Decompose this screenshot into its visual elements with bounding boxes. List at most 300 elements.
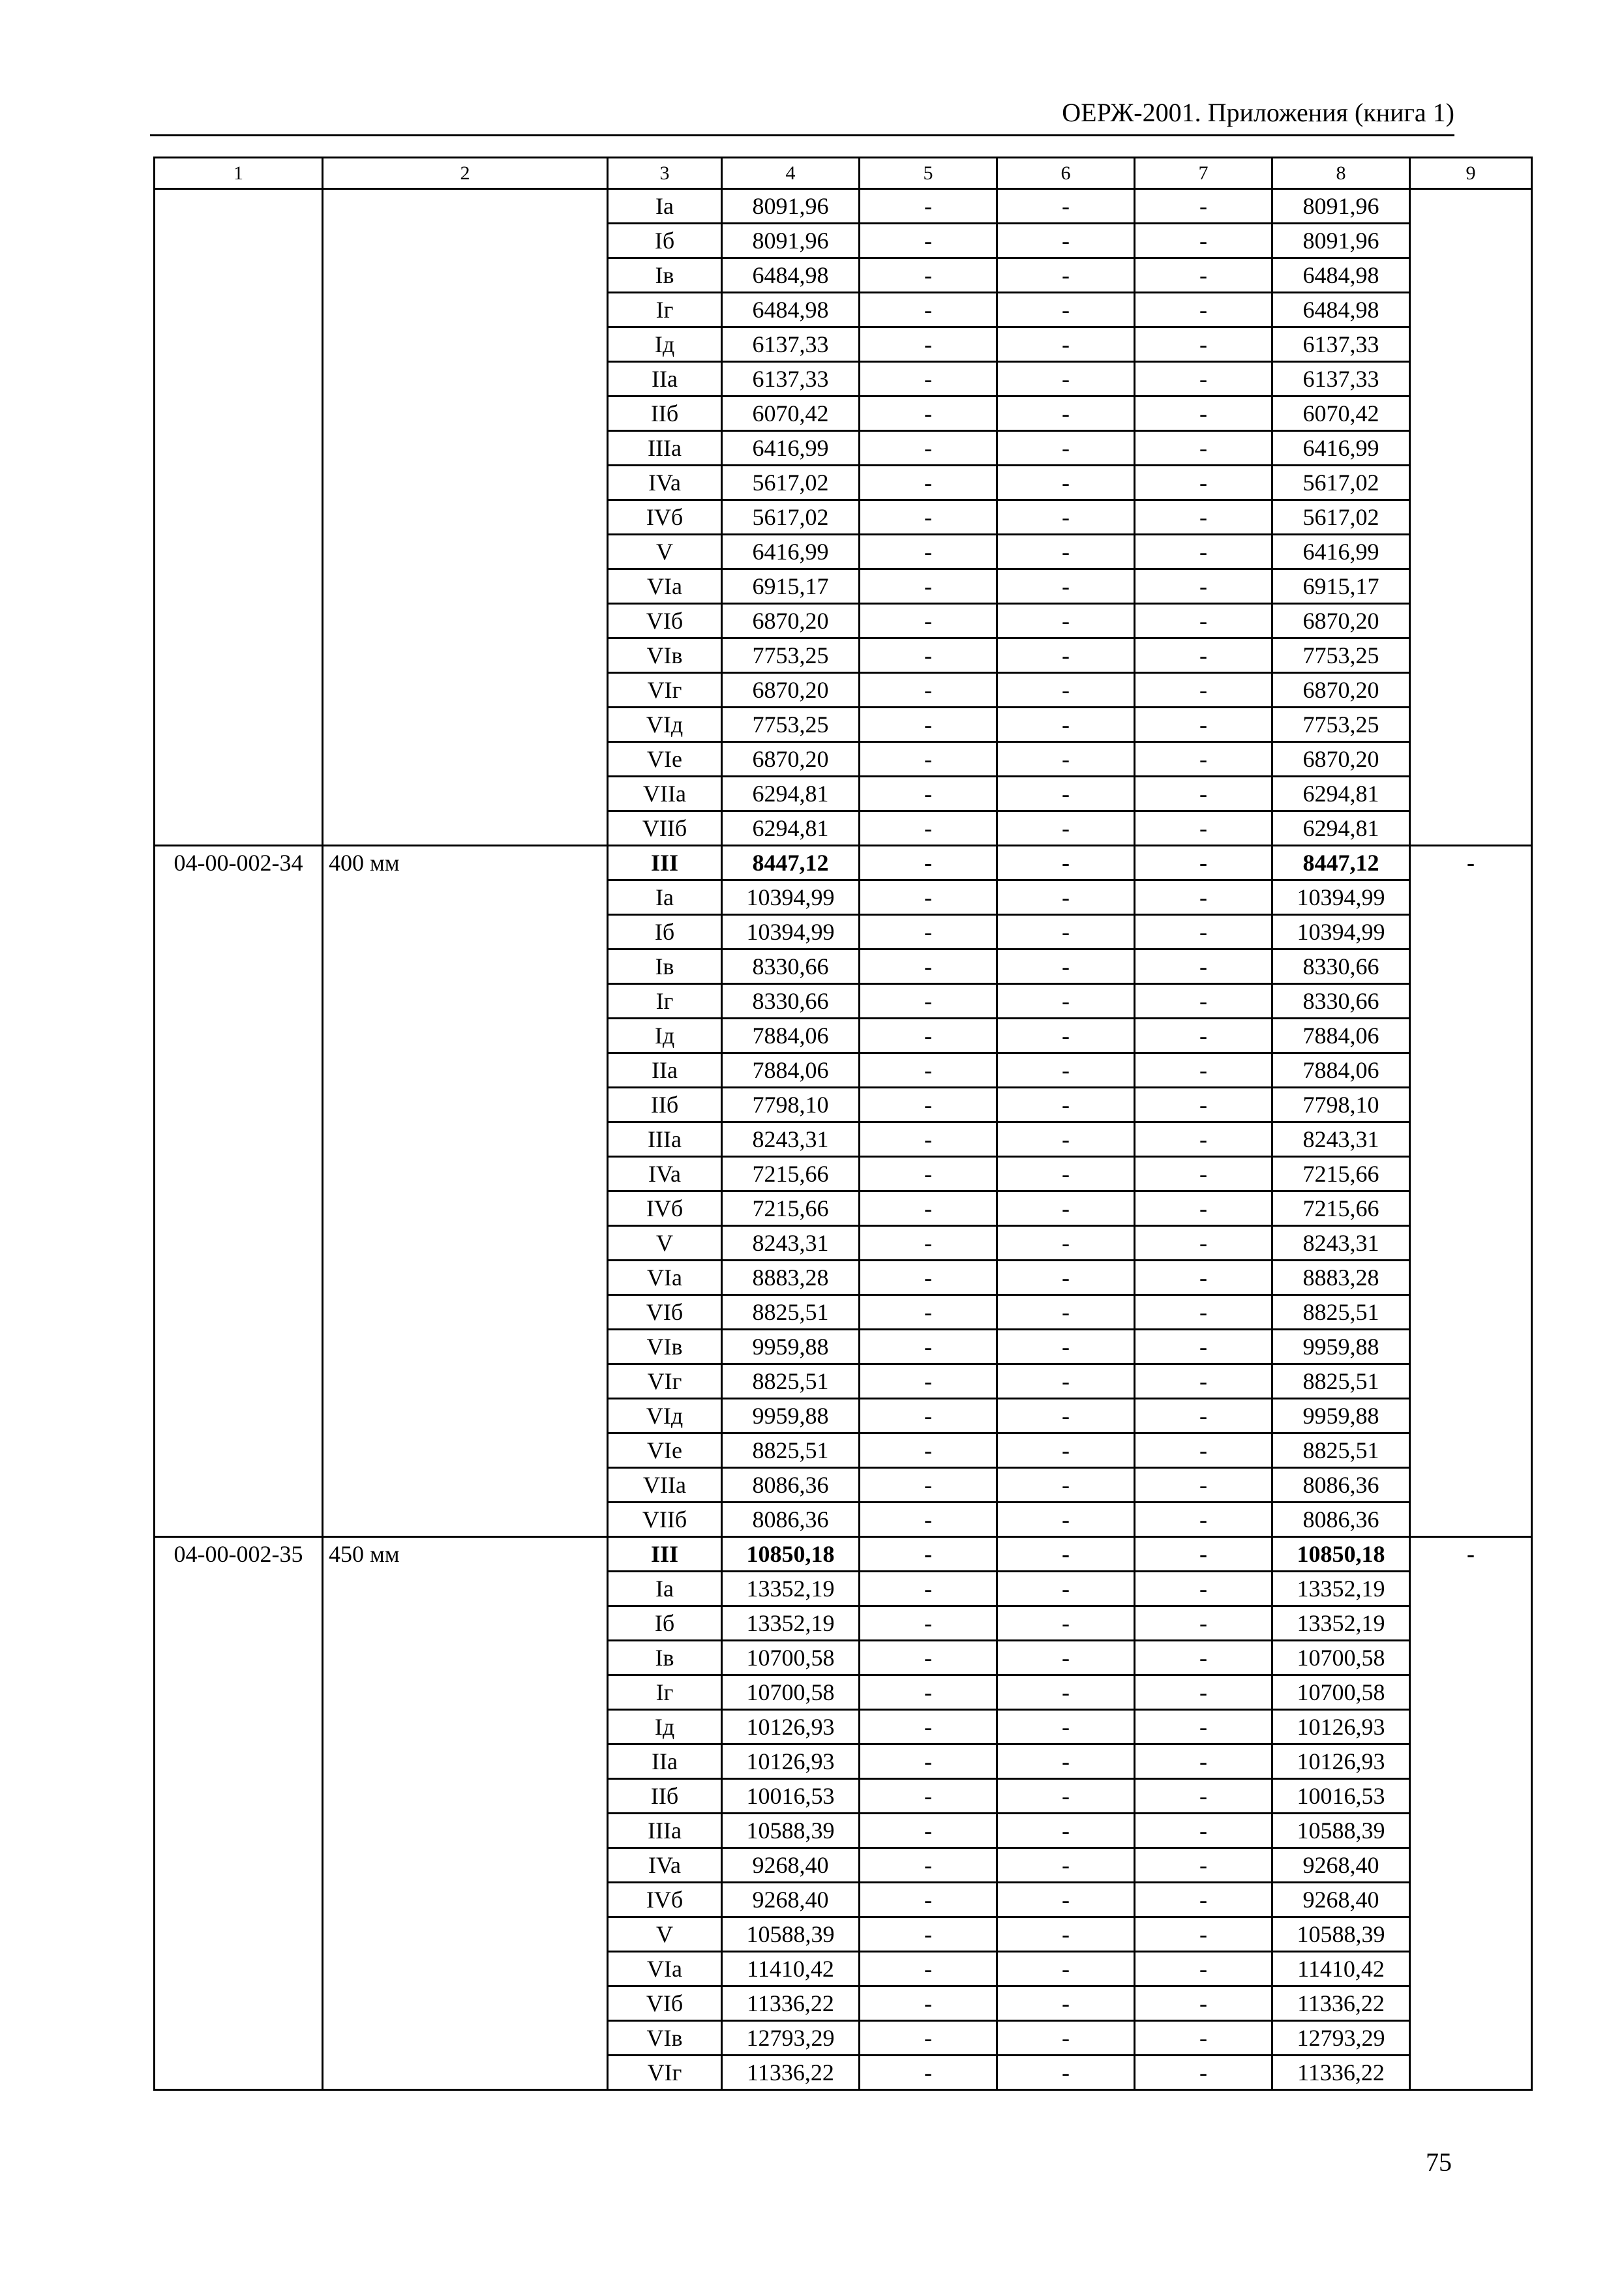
cell-col-6: -: [997, 1883, 1135, 1917]
cell-col-3: IIIa: [608, 431, 722, 466]
cell-col-3: VIб: [608, 1986, 722, 2021]
cell-col-7: -: [1135, 1986, 1272, 2021]
cell-col-8: 9959,88: [1272, 1399, 1410, 1433]
page-header: [150, 97, 1454, 136]
cell-col-4: 6137,33: [722, 362, 860, 396]
cell-col-3: Iб: [608, 1606, 722, 1641]
cell-col-4: 11410,42: [722, 1952, 860, 1986]
cell-col-7: -: [1135, 535, 1272, 569]
cell-col-7: -: [1135, 673, 1272, 708]
cell-col-7: -: [1135, 1710, 1272, 1744]
cell-col-7: -: [1135, 846, 1272, 880]
cell-col-8: 7798,10: [1272, 1088, 1410, 1122]
cell-col-4: 8243,31: [722, 1226, 860, 1261]
cell-col-7: -: [1135, 500, 1272, 535]
column-header: 5: [860, 158, 997, 189]
cell-col-7: -: [1135, 1122, 1272, 1157]
cell-col-3: IIб: [608, 1779, 722, 1814]
cell-col-3: IIIa: [608, 1122, 722, 1157]
cell-col-3: Iг: [608, 293, 722, 327]
cell-col-5: -: [860, 535, 997, 569]
cell-col-5: -: [860, 777, 997, 811]
cell-col-8: 10126,93: [1272, 1710, 1410, 1744]
cell-col-6: -: [997, 1537, 1135, 1572]
cell-col-8: 7884,06: [1272, 1019, 1410, 1053]
cell-col-6: -: [997, 638, 1135, 673]
cell-col-4: 7753,25: [722, 638, 860, 673]
cell-col-5: -: [860, 569, 997, 604]
cell-col-3: Iг: [608, 984, 722, 1019]
cell-col-7: -: [1135, 1814, 1272, 1848]
cell-col-5: -: [860, 1295, 997, 1330]
cell-col-7: -: [1135, 880, 1272, 915]
cell-col-5: -: [860, 1399, 997, 1433]
column-header: 1: [155, 158, 323, 189]
cell-col-7: -: [1135, 1744, 1272, 1779]
cell-col-5: -: [860, 708, 997, 742]
cell-col-3: IIa: [608, 1744, 722, 1779]
cell-col-6: -: [997, 1226, 1135, 1261]
cell-col-7: -: [1135, 466, 1272, 500]
cell-col-6: -: [997, 950, 1135, 984]
cell-col-4: 6484,98: [722, 258, 860, 293]
cell-col-8: 6416,99: [1272, 431, 1410, 466]
cell-col-6: -: [997, 1503, 1135, 1537]
cell-col-5: -: [860, 258, 997, 293]
cell-col-5: -: [860, 189, 997, 224]
cell-col-7: -: [1135, 2056, 1272, 2090]
cell-col-7: -: [1135, 1191, 1272, 1226]
column-header: 4: [722, 158, 860, 189]
page-number: 75: [1426, 2147, 1452, 2177]
cell-col-5: -: [860, 1710, 997, 1744]
column-header: 9: [1410, 158, 1532, 189]
cell-col-3: IIIa: [608, 1814, 722, 1848]
cell-col-7: -: [1135, 742, 1272, 777]
cell-col-8: 10394,99: [1272, 915, 1410, 950]
cell-col-4: 9268,40: [722, 1883, 860, 1917]
cell-col-3: VIв: [608, 1330, 722, 1364]
cell-col-5: -: [860, 811, 997, 846]
cell-col-8: 8883,28: [1272, 1261, 1410, 1295]
cell-col-8: 8330,66: [1272, 950, 1410, 984]
item-name: [323, 189, 608, 846]
cell-col-8: 7215,66: [1272, 1191, 1410, 1226]
cell-col-7: -: [1135, 777, 1272, 811]
cell-col-7: -: [1135, 1503, 1272, 1537]
cell-col-3: VIб: [608, 1295, 722, 1330]
cell-col-4: 11336,22: [722, 2056, 860, 2090]
cell-col-3: V: [608, 1226, 722, 1261]
cell-col-6: -: [997, 1122, 1135, 1157]
cell-col-6: -: [997, 327, 1135, 362]
cell-col-4: 7753,25: [722, 708, 860, 742]
cell-col-3: VIIб: [608, 1503, 722, 1537]
cell-col-8: 6870,20: [1272, 742, 1410, 777]
cell-col-6: -: [997, 189, 1135, 224]
cell-col-5: -: [860, 1226, 997, 1261]
cell-col-7: -: [1135, 1295, 1272, 1330]
cell-col-7: -: [1135, 189, 1272, 224]
cell-col-4: 8447,12: [722, 846, 860, 880]
cell-col-4: 7798,10: [722, 1088, 860, 1122]
cell-col-7: -: [1135, 1088, 1272, 1122]
cell-col-6: -: [997, 1468, 1135, 1503]
cell-col-8: 6294,81: [1272, 777, 1410, 811]
table-row: [155, 846, 1532, 880]
cell-col-4: 8825,51: [722, 1295, 860, 1330]
cell-col-7: -: [1135, 1606, 1272, 1641]
cell-col-3: VIг: [608, 1364, 722, 1399]
cell-col-7: -: [1135, 327, 1272, 362]
cell-col-7: -: [1135, 1399, 1272, 1433]
cell-col-4: 10850,18: [722, 1537, 860, 1572]
cell-col-6: -: [997, 846, 1135, 880]
cell-col-6: -: [997, 1572, 1135, 1606]
cell-col-4: 7884,06: [722, 1019, 860, 1053]
cell-col-3: VIв: [608, 2021, 722, 2056]
cell-col-6: -: [997, 915, 1135, 950]
cell-col-7: -: [1135, 638, 1272, 673]
cell-col-5: -: [860, 984, 997, 1019]
cell-col-7: -: [1135, 1572, 1272, 1606]
cell-col-5: -: [860, 742, 997, 777]
cell-col-8: 9959,88: [1272, 1330, 1410, 1364]
cell-col-4: 6870,20: [722, 673, 860, 708]
cell-col-7: -: [1135, 1952, 1272, 1986]
header-title: ОЕРЖ-2001. Приложения (книга 1): [1062, 98, 1454, 127]
cell-col-4: 7884,06: [722, 1053, 860, 1088]
column-header: 3: [608, 158, 722, 189]
cell-col-7: -: [1135, 1330, 1272, 1364]
cell-col-8: 8825,51: [1272, 1295, 1410, 1330]
cell-col-5: -: [860, 1675, 997, 1710]
cell-col-3: IIa: [608, 362, 722, 396]
cell-col-7: -: [1135, 258, 1272, 293]
cell-col-3: V: [608, 535, 722, 569]
cell-col-4: 6294,81: [722, 811, 860, 846]
cell-col-4: 10016,53: [722, 1779, 860, 1814]
cell-col-5: -: [860, 950, 997, 984]
cell-col-3: Ia: [608, 880, 722, 915]
cell-col-5: -: [860, 2056, 997, 2090]
cell-col-5: -: [860, 915, 997, 950]
cell-col-3: VIIa: [608, 1468, 722, 1503]
cell-col-7: -: [1135, 1053, 1272, 1088]
cell-col-7: -: [1135, 1917, 1272, 1952]
cell-col-6: -: [997, 777, 1135, 811]
cell-col-5: -: [860, 1641, 997, 1675]
cell-col-8: 6137,33: [1272, 362, 1410, 396]
cell-col-4: 10588,39: [722, 1814, 860, 1848]
cell-col-6: -: [997, 1157, 1135, 1191]
table-body: [155, 189, 1532, 2090]
cell-col-6: -: [997, 466, 1135, 500]
cell-col-7: -: [1135, 1883, 1272, 1917]
cell-col-8: 10126,93: [1272, 1744, 1410, 1779]
cell-col-4: 6870,20: [722, 604, 860, 638]
cell-col-6: -: [997, 604, 1135, 638]
cell-col-5: -: [860, 1330, 997, 1364]
cell-col-6: -: [997, 293, 1135, 327]
cell-col-5: -: [860, 1503, 997, 1537]
cell-col-8: 8243,31: [1272, 1226, 1410, 1261]
item-code: 04-00-002-35: [155, 1537, 323, 2090]
cell-col-8: 10700,58: [1272, 1641, 1410, 1675]
cell-col-8: 6915,17: [1272, 569, 1410, 604]
cell-col-4: 6137,33: [722, 327, 860, 362]
cell-col-4: 5617,02: [722, 500, 860, 535]
cell-col-6: -: [997, 362, 1135, 396]
cell-col-3: VIг: [608, 673, 722, 708]
cell-col-5: -: [860, 466, 997, 500]
cell-col-3: VIб: [608, 604, 722, 638]
cell-col-4: 8883,28: [722, 1261, 860, 1295]
item-name: 450 мм: [323, 1537, 608, 2090]
cell-col-8: 5617,02: [1272, 500, 1410, 535]
cell-col-4: 8330,66: [722, 984, 860, 1019]
cell-col-4: 6416,99: [722, 431, 860, 466]
cell-col-6: -: [997, 673, 1135, 708]
cell-col-5: -: [860, 1261, 997, 1295]
column-header: 7: [1135, 158, 1272, 189]
cell-col-5: -: [860, 396, 997, 431]
column-header: 6: [997, 158, 1135, 189]
cell-col-6: -: [997, 1330, 1135, 1364]
cell-col-7: -: [1135, 950, 1272, 984]
cell-col-4: 8243,31: [722, 1122, 860, 1157]
price-table: [153, 157, 1533, 2091]
cell-col-8: 10588,39: [1272, 1814, 1410, 1848]
cell-col-4: 8330,66: [722, 950, 860, 984]
cell-col-4: 9959,88: [722, 1399, 860, 1433]
cell-col-5: -: [860, 362, 997, 396]
cell-col-3: VIa: [608, 569, 722, 604]
cell-col-7: -: [1135, 431, 1272, 466]
cell-col-8: 8447,12: [1272, 846, 1410, 880]
cell-col-8: 8330,66: [1272, 984, 1410, 1019]
table-row: [155, 1537, 1532, 1572]
cell-col-5: -: [860, 1952, 997, 1986]
cell-col-5: -: [860, 1191, 997, 1226]
cell-col-3: VIг: [608, 2056, 722, 2090]
cell-col-8: 10016,53: [1272, 1779, 1410, 1814]
column-header: 8: [1272, 158, 1410, 189]
cell-col-3: IVб: [608, 1883, 722, 1917]
cell-col-3: Ia: [608, 1572, 722, 1606]
cell-col-3: VIд: [608, 1399, 722, 1433]
cell-col-5: -: [860, 2021, 997, 2056]
cell-col-4: 6070,42: [722, 396, 860, 431]
cell-col-8: 6870,20: [1272, 604, 1410, 638]
cell-col-5: -: [860, 1053, 997, 1088]
cell-col-6: -: [997, 984, 1135, 1019]
cell-col-8: 9268,40: [1272, 1883, 1410, 1917]
cell-col-8: 10700,58: [1272, 1675, 1410, 1710]
cell-col-6: -: [997, 811, 1135, 846]
cell-col-5: -: [860, 1883, 997, 1917]
cell-col-4: 8086,36: [722, 1468, 860, 1503]
cell-col-3: Iв: [608, 1641, 722, 1675]
cell-col-4: 8091,96: [722, 189, 860, 224]
cell-col-7: -: [1135, 1261, 1272, 1295]
cell-col-7: -: [1135, 1226, 1272, 1261]
cell-col-6: -: [997, 1364, 1135, 1399]
cell-col-7: -: [1135, 708, 1272, 742]
cell-col-6: -: [997, 1779, 1135, 1814]
cell-col-6: -: [997, 569, 1135, 604]
cell-col-3: VIIб: [608, 811, 722, 846]
cell-col-5: -: [860, 1157, 997, 1191]
cell-col-6: -: [997, 1710, 1135, 1744]
column-number-row: [155, 158, 1532, 189]
cell-col-6: -: [997, 431, 1135, 466]
cell-col-5: -: [860, 1779, 997, 1814]
cell-col-5: -: [860, 1537, 997, 1572]
cell-col-8: 8825,51: [1272, 1364, 1410, 1399]
cell-col-5: -: [860, 1088, 997, 1122]
cell-col-6: -: [997, 535, 1135, 569]
cell-col-8: 6294,81: [1272, 811, 1410, 846]
cell-col-4: 9959,88: [722, 1330, 860, 1364]
cell-col-4: 10126,93: [722, 1744, 860, 1779]
cell-col-3: Iв: [608, 950, 722, 984]
cell-col-4: 5617,02: [722, 466, 860, 500]
cell-col-5: -: [860, 500, 997, 535]
cell-col-6: -: [997, 1814, 1135, 1848]
cell-col-5: -: [860, 327, 997, 362]
cell-col-4: 6294,81: [722, 777, 860, 811]
cell-col-4: 10126,93: [722, 1710, 860, 1744]
cell-col-6: -: [997, 258, 1135, 293]
item-name: 400 мм: [323, 846, 608, 1537]
cell-col-6: -: [997, 500, 1135, 535]
cell-col-6: -: [997, 1399, 1135, 1433]
cell-col-8: 8091,96: [1272, 189, 1410, 224]
cell-col-7: -: [1135, 1537, 1272, 1572]
cell-col-5: -: [860, 673, 997, 708]
cell-col-5: -: [860, 431, 997, 466]
cell-col-8: 11336,22: [1272, 2056, 1410, 2090]
cell-col-4: 8091,96: [722, 224, 860, 258]
cell-col-3: IVa: [608, 466, 722, 500]
cell-col-5: -: [860, 638, 997, 673]
cell-col-3: V: [608, 1917, 722, 1952]
cell-col-6: -: [997, 1848, 1135, 1883]
cell-col-6: -: [997, 1053, 1135, 1088]
cell-col-5: -: [860, 224, 997, 258]
cell-col-6: -: [997, 224, 1135, 258]
cell-col-3: VIe: [608, 1433, 722, 1468]
cell-col-5: -: [860, 604, 997, 638]
cell-col-4: 13352,19: [722, 1606, 860, 1641]
cell-col-5: -: [860, 880, 997, 915]
cell-col-3: Iд: [608, 1710, 722, 1744]
cell-col-6: -: [997, 1191, 1135, 1226]
cell-col-7: -: [1135, 604, 1272, 638]
cell-col-4: 10394,99: [722, 915, 860, 950]
column-9-value: -: [1410, 846, 1532, 1537]
cell-col-7: -: [1135, 293, 1272, 327]
cell-col-4: 10394,99: [722, 880, 860, 915]
cell-col-8: 11336,22: [1272, 1986, 1410, 2021]
cell-col-3: IVa: [608, 1157, 722, 1191]
cell-col-7: -: [1135, 1364, 1272, 1399]
cell-col-8: 10394,99: [1272, 880, 1410, 915]
cell-col-3: VIIa: [608, 777, 722, 811]
cell-col-8: 6416,99: [1272, 535, 1410, 569]
cell-col-8: 12793,29: [1272, 2021, 1410, 2056]
cell-col-6: -: [997, 2056, 1135, 2090]
cell-col-8: 13352,19: [1272, 1572, 1410, 1606]
cell-col-5: -: [860, 1848, 997, 1883]
cell-col-3: IVб: [608, 1191, 722, 1226]
item-code: 04-00-002-34: [155, 846, 323, 1537]
column-9-value: [1410, 189, 1532, 846]
cell-col-8: 5617,02: [1272, 466, 1410, 500]
cell-col-4: 6484,98: [722, 293, 860, 327]
cell-col-4: 9268,40: [722, 1848, 860, 1883]
cell-col-6: -: [997, 1917, 1135, 1952]
cell-col-6: -: [997, 1952, 1135, 1986]
cell-col-3: III: [608, 846, 722, 880]
cell-col-6: -: [997, 396, 1135, 431]
cell-col-4: 8086,36: [722, 1503, 860, 1537]
cell-col-4: 8825,51: [722, 1433, 860, 1468]
cell-col-7: -: [1135, 1157, 1272, 1191]
cell-col-7: -: [1135, 1675, 1272, 1710]
cell-col-7: -: [1135, 1433, 1272, 1468]
cell-col-5: -: [860, 846, 997, 880]
cell-col-7: -: [1135, 396, 1272, 431]
column-9-value: -: [1410, 1537, 1532, 2090]
cell-col-7: -: [1135, 1641, 1272, 1675]
cell-col-6: -: [997, 2021, 1135, 2056]
cell-col-3: Iг: [608, 1675, 722, 1710]
cell-col-5: -: [860, 1468, 997, 1503]
cell-col-3: Iб: [608, 915, 722, 950]
cell-col-8: 9268,40: [1272, 1848, 1410, 1883]
cell-col-7: -: [1135, 1779, 1272, 1814]
cell-col-5: -: [860, 1917, 997, 1952]
cell-col-8: 6070,42: [1272, 396, 1410, 431]
cell-col-3: Iд: [608, 327, 722, 362]
cell-col-6: -: [997, 1295, 1135, 1330]
cell-col-7: -: [1135, 1468, 1272, 1503]
cell-col-4: 6416,99: [722, 535, 860, 569]
cell-col-3: Ia: [608, 189, 722, 224]
cell-col-6: -: [997, 1019, 1135, 1053]
cell-col-8: 10588,39: [1272, 1917, 1410, 1952]
cell-col-3: IIa: [608, 1053, 722, 1088]
cell-col-4: 12793,29: [722, 2021, 860, 2056]
item-code: [155, 189, 323, 846]
cell-col-4: 10588,39: [722, 1917, 860, 1952]
cell-col-5: -: [860, 1019, 997, 1053]
cell-col-3: VIe: [608, 742, 722, 777]
cell-col-6: -: [997, 1088, 1135, 1122]
cell-col-5: -: [860, 1814, 997, 1848]
table-row: [155, 189, 1532, 224]
cell-col-6: -: [997, 1641, 1135, 1675]
cell-col-4: 7215,66: [722, 1191, 860, 1226]
cell-col-8: 7884,06: [1272, 1053, 1410, 1088]
cell-col-4: 10700,58: [722, 1675, 860, 1710]
cell-col-8: 6484,98: [1272, 293, 1410, 327]
cell-col-3: VIa: [608, 1261, 722, 1295]
cell-col-3: Iб: [608, 224, 722, 258]
cell-col-4: 13352,19: [722, 1572, 860, 1606]
